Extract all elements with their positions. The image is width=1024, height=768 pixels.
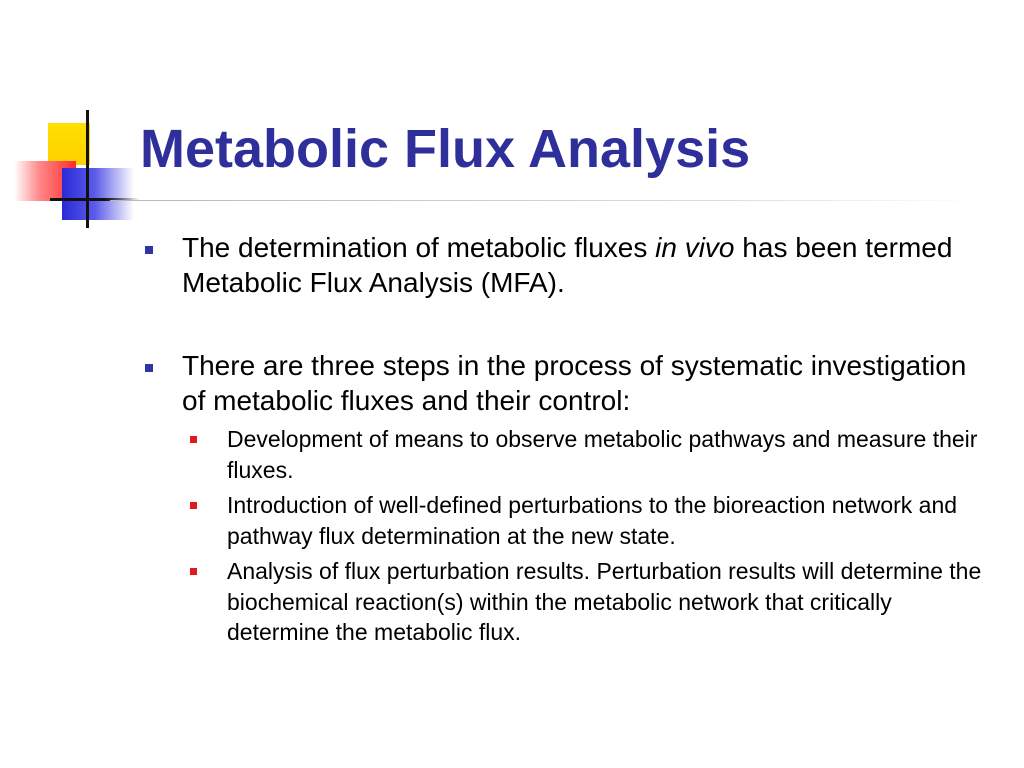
bullet-2-text: There are three steps in the process of systematic investigation of metabolic fluxes and their control: — [182, 350, 967, 416]
yellow-square — [48, 123, 90, 165]
sub-bullet-list — [145, 424, 995, 648]
square-bullet-icon — [190, 502, 197, 509]
square-bullet-icon — [145, 364, 153, 372]
sub-bullet-text: Development of means to observe metabolic pathways and measure their fluxes. — [227, 426, 978, 483]
sub-bullet-text: Introduction of well-defined perturbations to the bioreaction network and pathway flux determination at the new state. — [227, 492, 958, 549]
vertical-line — [86, 110, 89, 228]
bullet-1-text-after: has been termed Metabolic Flux Analysis (MFA). — [182, 232, 953, 298]
sub-bullet-item — [190, 556, 995, 648]
bullet-1-italic: in vivo — [655, 232, 735, 263]
sub-bullet-item — [190, 490, 995, 551]
bullet-item-1 — [145, 230, 995, 300]
slide-body — [145, 230, 995, 653]
slide-title: Metabolic Flux Analysis — [140, 119, 751, 179]
square-bullet-icon — [190, 568, 197, 575]
blue-square — [62, 168, 134, 220]
title-divider — [110, 200, 980, 201]
decorative-logo — [0, 100, 150, 240]
square-bullet-icon — [145, 246, 153, 254]
square-bullet-icon — [190, 436, 197, 443]
sub-bullet-item — [190, 424, 995, 485]
bullet-item-2 — [145, 348, 995, 418]
sub-bullet-text: Analysis of flux perturbation results. Perturbation results will determine the biochemical reaction(s) within the metabolic network that critically determine the metabolic flux. — [227, 558, 982, 646]
bullet-1-text-before: The determination of metabolic fluxes — [182, 232, 656, 263]
